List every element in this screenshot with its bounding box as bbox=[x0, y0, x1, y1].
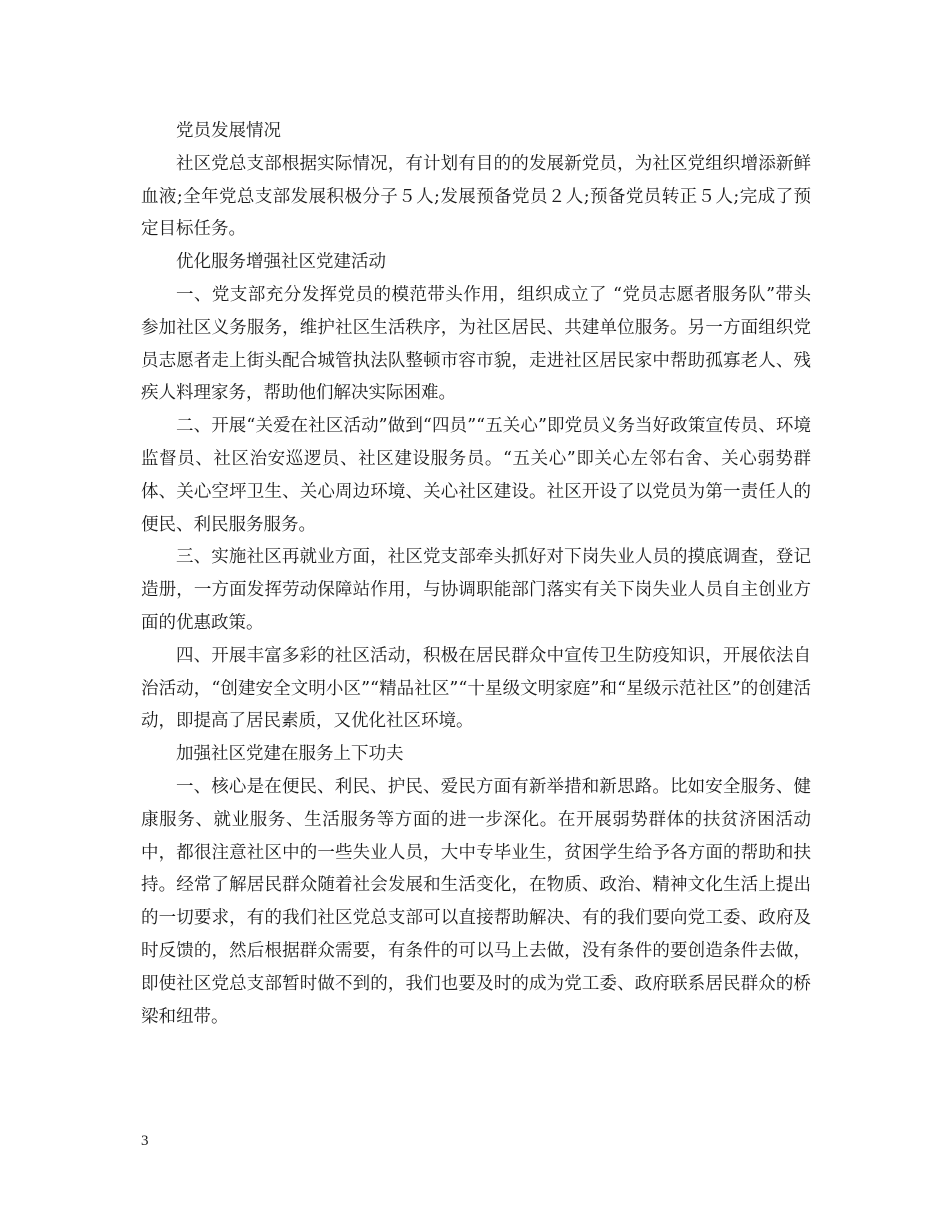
section-heading-party-development: 党员发展情况 bbox=[176, 121, 281, 141]
paragraph-reemployment: 三、实施社区再就业方面，社区党支部牵头抓好对下岗失业人员的摸底调查，登记造册，一方面发挥劳动保障站作用，与协调职能部门落实有关下岗失业人员自主创业方面的优惠政策。 bbox=[141, 547, 811, 633]
paragraph-volunteer-team: 一、党支部充分发挥党员的模范带头作用，组织成立了 “党员志愿者服务队”带头参加社区义务服务，维护社区生活秩序，为社区居民、共建单位服务。另一方面组织党员志愿者走上街头配合城管执法队整顿市容市貌，走进社区居民家中帮助孤寡老人、残疾人料理家务，帮助他们解决实际困难。 bbox=[141, 284, 811, 404]
paragraph-community-activities: 四、开展丰富多彩的社区活动，积极在居民群众中宣传卫生防疫知识，开展依法自治活动，“创建安全文明小区”“精品社区”“十星级文明家庭”和“星级示范社区”的创建活动，即提高了居民素质，又优化社区环境。 bbox=[141, 645, 811, 732]
section-heading-optimize-service: 优化服务增强社区党建活动 bbox=[176, 252, 386, 273]
paragraph-new-members: 社区党总支部根据实际情况，有计划有目的的发展新党员，为社区党组织增添新鲜血液;全年党总支部发展积极分子５人;发展预备党员２人;预备党员转正５人;完成了预定目标任务。 bbox=[141, 153, 811, 240]
paragraph-care-activity: 二、开展“关爱在社区活动”做到“四员”“五关心”即党员义务当好政策宣传员、环境监督员、社区治安巡逻员、社区建设服务员。“五关心”即关心左邻右舍、关心弱势群体、关心空坪卫生、关心周边环境、关心社区建设。社区开设了以党员为第一责任人的便民、利民服务服务。 bbox=[141, 416, 811, 535]
paragraph-core-measures: 一、核心是在便民、利民、护民、爱民方面有新举措和新思路。比如安全服务、健康服务、就业服务、生活服务等方面的进一步深化。在开展弱势群体的扶贫济困活动中，都很注意社区中的一些失业人员，大中专毕业生，贫困学生给予各方面的帮助和扶持。经常了解居民群众随着社会发展和生活变化，在物质、政治、精神文化生活上提出的一切要求，有的我们社区党总支部可以直接帮助解决、有的我们要向党工委、政府及时反馈的，然后根据群众需要，有条件的可以马上去做，没有条件的要创造条件去做，即使社区党总支部暂时做不到的，我们也要及时的成为党工委、政府联系居民群众的桥梁和纽带。 bbox=[141, 776, 811, 1027]
document-body bbox=[141, 115, 811, 1033]
section-heading-strengthen-service: 加强社区党建在服务上下功夫 bbox=[176, 744, 404, 765]
page-number: 3 bbox=[141, 1133, 149, 1149]
